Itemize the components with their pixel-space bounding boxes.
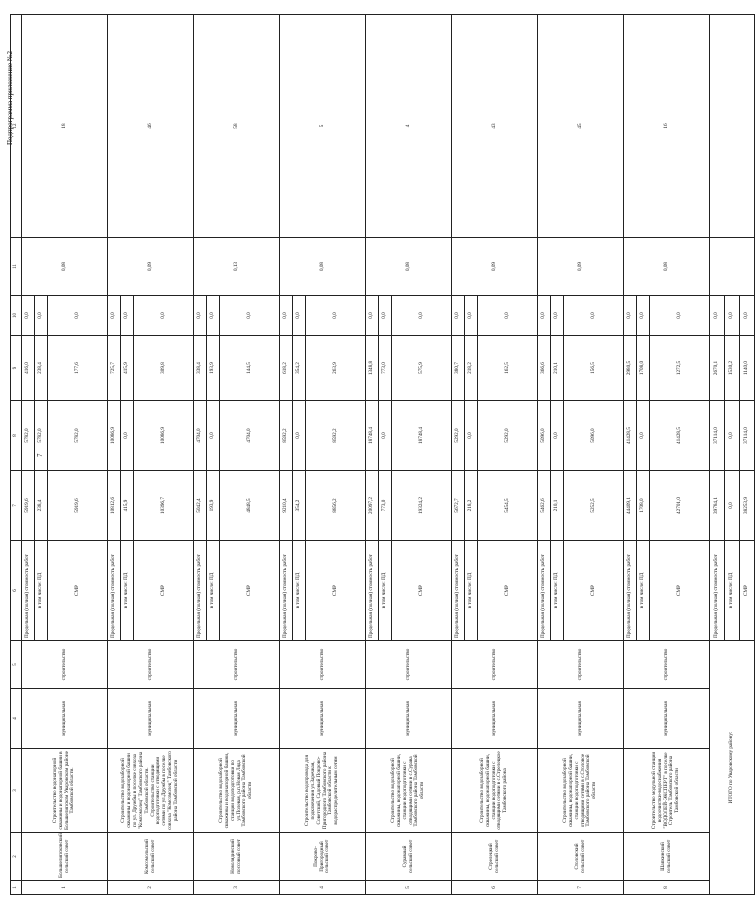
council-cell: Шапкинский сельский совет	[624, 833, 710, 881]
column-number-cell: 9	[11, 336, 22, 401]
total-value-cell: 1140,0	[740, 336, 755, 401]
value-cell: 0,0	[551, 296, 564, 336]
value-cell: 238,4	[35, 336, 48, 401]
value-cell: 0,0	[478, 296, 538, 336]
row-number-cell: 1	[22, 881, 108, 895]
council-cell: Покрово-Пригородный сельский совет	[280, 833, 366, 881]
ownership-cell: муниципальная	[280, 689, 366, 749]
work-type-cell: строительство	[452, 641, 538, 689]
cost-type-cell: в том числе: ПД	[465, 541, 478, 641]
value-cell: 9210,4	[280, 471, 293, 541]
value-cell: 773,0	[379, 471, 392, 541]
value-cell: 0,0	[293, 401, 306, 471]
total-value-cell: 0,0	[710, 296, 725, 336]
total-label-cell: ИТОГО по Уваровскому району:	[710, 641, 755, 895]
score-cell: 18	[22, 15, 108, 238]
coefficient-cell: 0,09	[538, 238, 624, 296]
value-cell: 41428,5	[650, 401, 710, 471]
value-cell: 0,0	[465, 401, 478, 471]
value-cell: 0,0	[465, 296, 478, 336]
value-cell: 0,0	[48, 296, 108, 336]
work-type-cell: строительство	[538, 641, 624, 689]
value-cell: 0,0	[551, 401, 564, 471]
coefficient-cell: 0,13	[194, 238, 280, 296]
total-value-cell: 2670,1	[710, 336, 725, 401]
value-cell: 41428,5	[624, 401, 637, 471]
column-number-cell: 10	[11, 296, 22, 336]
council-cell: Новолядинский поссовый совет	[194, 833, 280, 881]
value-cell: 5782,0	[48, 401, 108, 471]
value-cell: 5096,0	[564, 401, 624, 471]
value-cell: 5292,0	[452, 401, 465, 471]
table-row	[11, 15, 22, 895]
coefficient-cell: 0,09	[452, 238, 538, 296]
cost-type-cell: СМР	[478, 541, 538, 641]
object-cell: Строительство водонапорной скважины и водонапорной башни в Большелипском Уваровском районе Тамбовской области.	[22, 749, 108, 833]
value-cell: 8592,2	[280, 401, 293, 471]
total-value-cell: 0,0	[725, 401, 740, 471]
work-type-cell: строительство	[194, 641, 280, 689]
value-cell: 19324,2	[392, 471, 452, 541]
value-cell: 10086,9	[134, 401, 194, 471]
value-cell: 416,0	[22, 336, 35, 401]
cost-type-cell: в том числе: ПД	[725, 541, 740, 641]
value-cell: 4848,5	[220, 471, 280, 541]
value-cell: 1708,0	[637, 336, 650, 401]
value-cell: 309,8	[134, 336, 194, 401]
value-cell: 4704,0	[194, 401, 207, 471]
page-number: 7	[36, 453, 44, 457]
value-cell: 380,7	[452, 336, 465, 401]
value-cell: 5042,4	[194, 471, 207, 541]
total-value-cell: 0,0	[725, 296, 740, 336]
value-cell: 218,2	[465, 336, 478, 401]
cost-type-cell: в том числе: ПД	[207, 541, 220, 641]
council-cell: Комсомольский сельский совет	[108, 833, 194, 881]
table-row	[710, 15, 725, 895]
construction-cost-table	[10, 14, 755, 895]
row-number-cell: 3	[194, 881, 280, 895]
value-cell: 144,5	[220, 336, 280, 401]
value-cell: 0,0	[379, 401, 392, 471]
value-cell: 10396,7	[134, 471, 194, 541]
column-number-cell: 7	[11, 471, 22, 541]
value-cell: 0,0	[379, 296, 392, 336]
total-value-cell: 37114,0	[710, 401, 725, 471]
value-cell: 177,6	[48, 336, 108, 401]
cost-type-cell: Предельная (полная) стоимость работ	[194, 541, 207, 641]
value-cell: 0,0	[650, 296, 710, 336]
object-cell: Строительство водозаборной скважины и водонапорной башни по ул. Дружбы в поселке совхоза "Комсомолец" Тамбовского района Тамбовской области. Строительство станции водоподготовки с отводящими сетями по ул.Дружбы в поселке совхоза "Комсомолец" Тамбовского района Тамбовской области	[108, 749, 194, 833]
score-cell: 4	[366, 15, 452, 238]
total-value-cell: 38253,9	[740, 471, 755, 541]
cost-type-cell: СМР	[564, 541, 624, 641]
value-cell: 42701,0	[650, 471, 710, 541]
council-cell: Стрелецкий сельский совет	[452, 833, 538, 881]
cost-type-cell: в том числе: ПД	[35, 541, 48, 641]
value-cell: 0,0	[637, 296, 650, 336]
empty-cell	[710, 238, 755, 296]
value-cell: 0,0	[134, 296, 194, 336]
score-cell: 5	[280, 15, 366, 238]
ownership-cell: муниципальная	[538, 689, 624, 749]
total-value-cell: 1530,2	[725, 336, 740, 401]
value-cell: 0,0	[564, 296, 624, 336]
column-number-cell: 12	[11, 15, 22, 238]
value-cell: 5252,5	[564, 471, 624, 541]
ownership-cell: муниципальная	[452, 689, 538, 749]
value-cell: 5782,0	[35, 401, 48, 471]
value-cell: 0,0	[121, 296, 134, 336]
cost-type-cell: Предельная (полная) стоимость работ	[452, 541, 465, 641]
value-cell: 0,0	[207, 401, 220, 471]
value-cell: 0,0	[366, 296, 379, 336]
value-cell: 5782,0	[22, 401, 35, 471]
object-cell: Строительство водозаборной скважины, водонапорной башни, станции водоподготовки с отводящими сетями в с.Столовое Тамбовского района Тамбовской области	[538, 749, 624, 833]
value-cell: 0,0	[194, 296, 207, 336]
value-cell: 193,9	[207, 336, 220, 401]
ownership-cell: муниципальная	[194, 689, 280, 749]
cost-type-cell: в том числе: ПД	[379, 541, 392, 641]
column-number-cell: 5	[11, 641, 22, 689]
coefficient-cell: 0,08	[22, 238, 108, 296]
value-cell: 0,0	[538, 296, 551, 336]
value-cell: 218,2	[465, 471, 478, 541]
value-cell: 210,1	[551, 471, 564, 541]
work-type-cell: строительство	[624, 641, 710, 689]
ownership-cell: муниципальная	[366, 689, 452, 749]
cost-type-cell: Предельная (полная) стоимость работ	[108, 541, 121, 641]
cost-type-cell: Предельная (полная) стоимость работ	[710, 541, 725, 641]
object-cell: Строительство водозаборной скважины и водонапорной башни, станции водоподготовки по ул.Полевая, р.п.Новая Ляда Тамбовского района Тамбовской области	[194, 749, 280, 833]
table-row	[108, 15, 121, 895]
table-row	[366, 15, 379, 895]
work-type-cell: строительство	[22, 641, 108, 689]
value-cell: 354,2	[293, 471, 306, 541]
cost-type-cell: СМР	[134, 541, 194, 641]
value-cell: 0,0	[108, 296, 121, 336]
value-cell: 0,0	[280, 296, 293, 336]
value-cell: 5454,5	[478, 471, 538, 541]
cost-type-cell: в том числе: ПД	[121, 541, 134, 641]
value-cell: 193,9	[207, 471, 220, 541]
total-value-cell: 0,0	[740, 296, 755, 336]
value-cell: 263,9	[306, 336, 366, 401]
row-number-cell: 6	[452, 881, 538, 895]
value-cell: 773,0	[379, 336, 392, 401]
table-row	[624, 15, 637, 895]
appendix-header: Подпрограмма приложение №2	[6, 51, 14, 145]
table-row	[194, 15, 207, 895]
cost-type-cell: СМР	[740, 541, 755, 641]
value-cell: 0,0	[121, 401, 134, 471]
value-cell: 1708,0	[637, 471, 650, 541]
work-type-cell: строительство	[280, 641, 366, 689]
coefficient-cell: 0,08	[366, 238, 452, 296]
cost-type-cell: СМР	[306, 541, 366, 641]
value-cell: 5292,0	[478, 401, 538, 471]
value-cell: 415,9	[121, 336, 134, 401]
ownership-cell: муниципальная	[22, 689, 108, 749]
cost-type-cell: СМР	[650, 541, 710, 641]
value-cell: 8592,2	[306, 401, 366, 471]
row-number-cell: 8	[624, 881, 710, 895]
column-number-cell: 8	[11, 401, 22, 471]
value-cell: 1348,8	[366, 336, 379, 401]
value-cell: 366,6	[538, 336, 551, 401]
value-cell: 0,0	[220, 296, 280, 336]
score-cell: 16	[624, 15, 710, 238]
total-value-cell: 39784,1	[710, 471, 725, 541]
total-value-cell: 37114,0	[740, 401, 755, 471]
table-row	[538, 15, 551, 895]
object-cell: Строительство водозаборной скважины, водонапорной башни, станции водоподготовки с отводящими сетями в с.Стрелецкое Тамбовского района	[452, 749, 538, 833]
row-number-cell: 7	[538, 881, 624, 895]
value-cell: 44409,1	[624, 471, 637, 541]
value-cell: 0,0	[452, 296, 465, 336]
score-cell: 46	[108, 15, 194, 238]
coefficient-cell: 0,09	[108, 238, 194, 296]
value-cell: 0,0	[624, 296, 637, 336]
council-cell: Большелипсковский сельский совет	[22, 833, 108, 881]
value-cell: 5919,6	[48, 471, 108, 541]
value-cell: 0,0	[306, 296, 366, 336]
council-cell: Сураваый сельский совет	[366, 833, 452, 881]
cost-type-cell: Предельная (полная) стоимость работ	[280, 541, 293, 641]
ownership-cell: муниципальная	[108, 689, 194, 749]
value-cell: 4704,0	[220, 401, 280, 471]
cost-type-cell: Предельная (полная) стоимость работ	[22, 541, 35, 641]
score-cell: 58	[194, 15, 280, 238]
work-type-cell: строительство	[108, 641, 194, 689]
value-cell: 354,2	[293, 336, 306, 401]
object-cell: Строительство водозаборной скважины, водонапорной башни, станции водоподготовки с отводящими сетями в с.Сурава Тамбовского района Тамбовской области	[366, 749, 452, 833]
cost-type-cell: СМР	[48, 541, 108, 641]
row-number-cell: 5	[366, 881, 452, 895]
object-cell: Строительство модульной станции водоочистки-водоснабжения "ВОДОЛЕЙ-ЭКСПЕРТ" в поселке Строитель Тамбовского района Тамбовской области	[624, 749, 710, 833]
value-cell: 18748,4	[392, 401, 452, 471]
work-type-cell: строительство	[366, 641, 452, 689]
value-cell: 156,5	[564, 336, 624, 401]
value-cell: 2980,5	[624, 336, 637, 401]
score-cell: 45	[538, 15, 624, 238]
value-cell: 618,2	[280, 336, 293, 401]
cost-type-cell: Предельная (полная) стоимость работ	[538, 541, 551, 641]
value-cell: 415,9	[121, 471, 134, 541]
value-cell: 725,7	[108, 336, 121, 401]
row-number-cell: 4	[280, 881, 366, 895]
value-cell: 10086,9	[108, 401, 121, 471]
value-cell: 5919,6	[22, 471, 35, 541]
table-row	[452, 15, 465, 895]
value-cell: 5672,7	[452, 471, 465, 541]
score-cell: 43	[452, 15, 538, 238]
value-cell: 10812,6	[108, 471, 121, 541]
council-cell: Столовский сельский совет	[538, 833, 624, 881]
cost-type-cell: в том числе: ПД	[637, 541, 650, 641]
object-cell: Строительство водопровода для подключения ул.Заречная, Советский, Садовый Покрово-Пригородного Тамбовского района Тамбовской области к водораспределительным сетям	[280, 749, 366, 833]
ownership-cell: муниципальная	[624, 689, 710, 749]
cost-type-cell: Предельная (полная) стоимость работ	[366, 541, 379, 641]
table-row	[22, 15, 35, 895]
value-cell: 0,0	[392, 296, 452, 336]
column-number-cell: 1	[11, 881, 22, 895]
value-cell: 238,4	[35, 471, 48, 541]
column-number-cell: 2	[11, 833, 22, 881]
coefficient-cell: 0,08	[280, 238, 366, 296]
column-number-cell: 11	[11, 238, 22, 296]
cost-type-cell: Предельная (полная) стоимость работ	[624, 541, 637, 641]
table-row	[280, 15, 293, 895]
column-number-cell: 4	[11, 689, 22, 749]
value-cell: 18748,4	[366, 401, 379, 471]
value-cell: 575,9	[392, 336, 452, 401]
value-cell: 338,4	[194, 336, 207, 401]
value-cell: 0,0	[207, 296, 220, 336]
row-number-cell: 2	[108, 881, 194, 895]
value-cell: 1272,5	[650, 336, 710, 401]
value-cell: 0,0	[637, 401, 650, 471]
column-number-cell: 3	[11, 749, 22, 833]
coefficient-cell: 0,08	[624, 238, 710, 296]
column-number-cell: 6	[11, 541, 22, 641]
cost-type-cell: СМР	[392, 541, 452, 641]
value-cell: 5096,0	[538, 401, 551, 471]
value-cell: 5462,6	[538, 471, 551, 541]
value-cell: 162,5	[478, 336, 538, 401]
value-cell: 0,0	[22, 296, 35, 336]
value-cell: 8856,2	[306, 471, 366, 541]
empty-cell	[710, 15, 755, 238]
cost-type-cell: в том числе: ПД	[293, 541, 306, 641]
total-value-cell: 0,0	[725, 471, 740, 541]
value-cell: 0,0	[293, 296, 306, 336]
value-cell: 20097,2	[366, 471, 379, 541]
value-cell: 0,0	[35, 296, 48, 336]
cost-type-cell: СМР	[220, 541, 280, 641]
cost-type-cell: в том числе: ПД	[551, 541, 564, 641]
value-cell: 210,1	[551, 336, 564, 401]
